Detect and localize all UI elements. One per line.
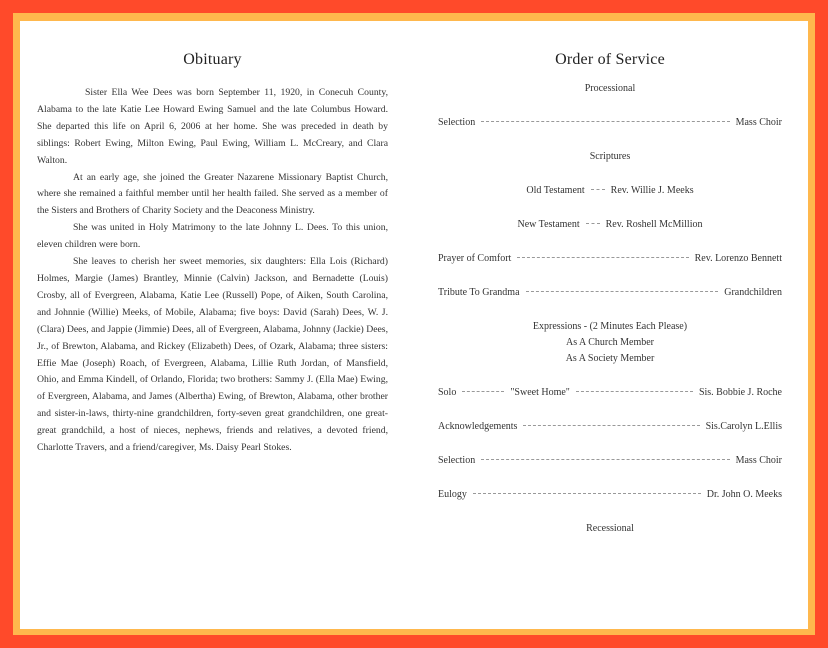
service-item-selection-2 xyxy=(438,453,782,469)
service-item-old-testament xyxy=(438,183,782,199)
dotted-leader xyxy=(576,391,693,392)
item-label: Prayer of Comfort xyxy=(438,253,512,264)
expressions-church: As A Church Member xyxy=(565,337,655,348)
service-title: Order of Service xyxy=(555,51,665,68)
item-participant: Rev. Roshell McMillion xyxy=(605,219,703,230)
obituary-title: Obituary xyxy=(183,51,242,68)
solo-song-title: "Sweet Home" xyxy=(510,387,570,398)
item-participant: Dr. John O. Meeks xyxy=(706,489,782,500)
item-participant: Rev. Willie J. Meeks xyxy=(610,185,694,196)
item-label: Acknowledgements xyxy=(438,421,518,432)
service-item-eulogy xyxy=(438,487,782,503)
item-label: Tribute To Grandma xyxy=(438,287,520,298)
obituary-paragraph-1: Sister Ella Wee Dees was born September 11, 1920, in Conecuh County, Alabama to the late Katie Lee Howard Ewing Samuel and the late Columbus Howard. She departed this life on April 6, 2006 at her home. She was preceded in death by siblings: Robert Ewing, Milton Ewing, Paul Ewing, William L. McCreary, and Clara Walton. xyxy=(37,87,388,166)
item-label: Selection xyxy=(438,455,476,466)
order-of-service-section xyxy=(438,51,782,537)
service-item-selection-1 xyxy=(438,115,782,131)
expressions-heading: Expressions - (2 Minutes Each Please) xyxy=(532,321,688,332)
dotted-leader xyxy=(526,291,719,292)
service-item-acknowledgements xyxy=(438,419,782,435)
dotted-leader xyxy=(586,223,600,224)
dotted-leader xyxy=(473,493,701,494)
obituary-paragraph-4: She leaves to cherish her sweet memories, six daughters: Ella Lois (Richard) Holmes, Margie (James) Brantley, Minnie (Calvin) Jackson, and Bernadette (Louis) Crosby, all of Evergreen, Alabama, Katie Lee (Russell) Pope, of Aiken, South Carolina, and Johnnie (Willie) Meeks, of Mobile, Alabama; five boys: David (Sarah) Dees, W. J. (Clara) Dees, and Jappie (Jimmie) Dees, all of Evergreen, Alabama, Johnny (Jackie) Dees, Jr., of Brewton, Alabama, and Rickey (Elizabeth) Dees, of Ozark, Alabama; three sisters: Effie Mae (Joseph) Roach, of Evergreen, Alabama, Lillie Ruth Jordan, of Mansfield, Ohio, and Emma Kindell, of Orlando, Florida; two brothers: Sammy J. (Ella Mae) Ewing, of Evergreen, Alabama, and James (Albertha) Ewing, of Brewton, Alabama, other brother and sister-in-laws, thirty-nine grandchildren, forty-seven great grandchildren, one great-great grandchild, a host of nieces, nephews, friends and relatives, a devoted friend, Charlotte Travers, and a friend/caregiver, Ms. Daisy Pearl Stokes. xyxy=(37,256,388,454)
item-participant: Sis.Carolyn L.Ellis xyxy=(705,421,782,432)
item-participant: Grandchildren xyxy=(724,287,782,298)
dotted-leader xyxy=(481,459,729,460)
dotted-leader xyxy=(462,391,504,392)
item-participant: Mass Choir xyxy=(735,117,782,128)
obituary-paragraph-2: At an early age, she joined the Greater Nazarene Missionary Baptist Church, where she remained a faithful member until her health failed. She served as a member of the Sisters and Brothers of Charity Society and the Deaconess Ministry. xyxy=(37,171,388,217)
service-item-prayer xyxy=(438,251,782,267)
item-label: Solo xyxy=(438,387,457,398)
item-participant: Rev. Lorenzo Bennett xyxy=(694,253,782,264)
item-label: Selection xyxy=(438,117,476,128)
recessional: Recessional xyxy=(586,523,634,534)
dotted-leader xyxy=(481,121,729,122)
scriptures-heading: Scriptures xyxy=(589,151,631,162)
service-item-tribute xyxy=(438,285,782,301)
item-label: Eulogy xyxy=(438,489,467,500)
service-item-solo xyxy=(438,385,782,401)
dotted-leader xyxy=(523,425,699,426)
item-label: New Testament xyxy=(517,219,580,230)
obituary-paragraph-3: She was united in Holy Matrimony to the late Johnny L. Dees. To this union, eleven children were born. xyxy=(37,222,388,251)
dotted-leader xyxy=(517,257,688,258)
dotted-leader xyxy=(591,189,605,190)
processional: Processional xyxy=(584,83,636,94)
service-item-new-testament xyxy=(438,217,782,233)
obituary-section xyxy=(37,51,388,457)
expressions-society: As A Society Member xyxy=(565,353,655,364)
item-participant: Mass Choir xyxy=(735,455,782,466)
program-page xyxy=(20,21,808,629)
item-participant: Sis. Bobbie J. Roche xyxy=(698,387,782,398)
item-label: Old Testament xyxy=(526,185,585,196)
